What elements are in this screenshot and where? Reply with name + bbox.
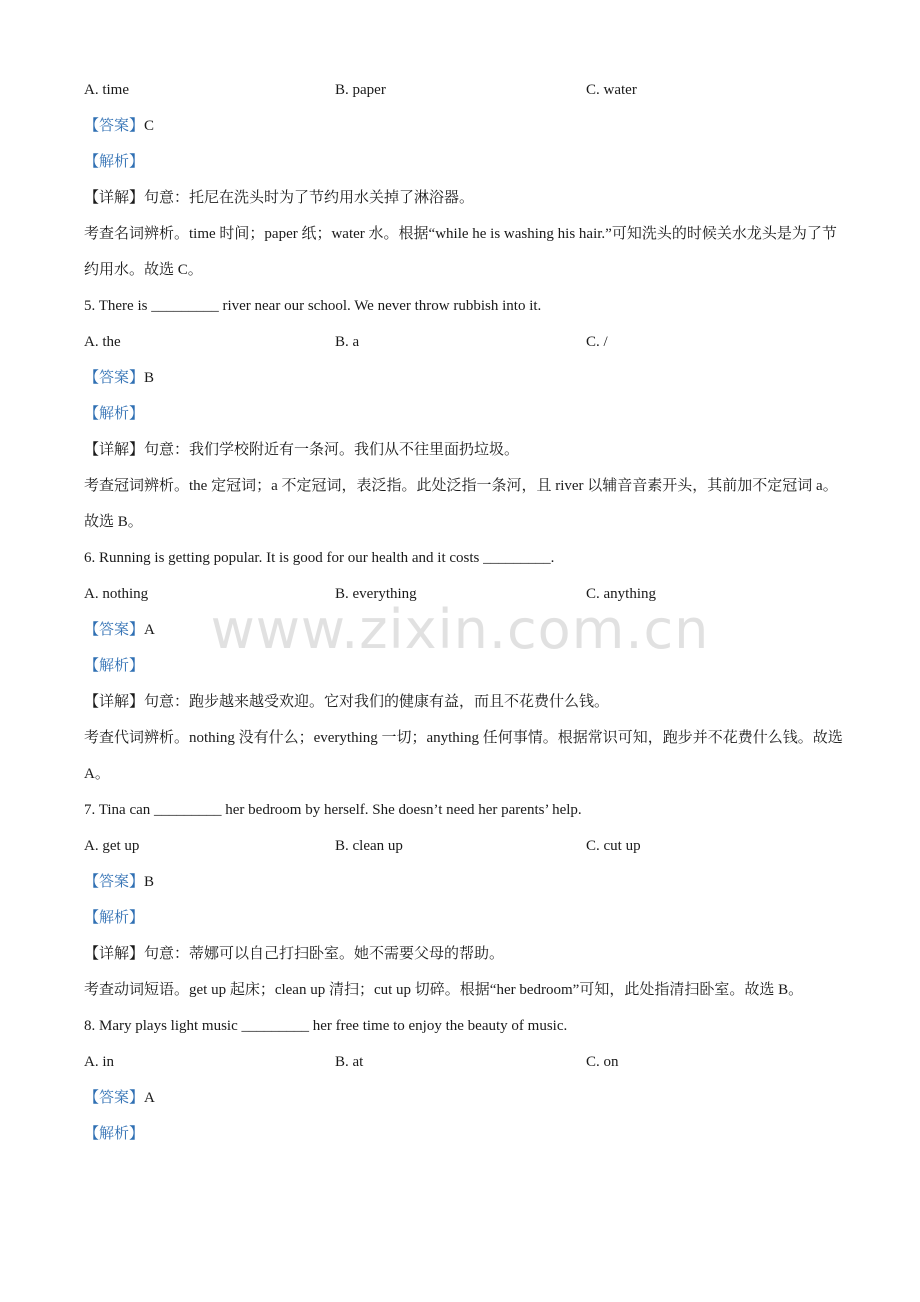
q4-answer-label: 【答案】 xyxy=(84,118,145,134)
q6-detail-line xyxy=(84,684,844,720)
q5-answer: B xyxy=(144,370,155,386)
q7-detail-label: 【详解】 xyxy=(84,946,145,962)
q8-option-a: A. in xyxy=(84,1054,114,1070)
q8-analysis-label: 【解析】 xyxy=(84,1126,145,1142)
q6-explanation: 考查代词辨析。nothing 没有什么；everything 一切；anything 任何事情。根据常识可知，跑步并不花费什么钱。故选 A。 xyxy=(84,730,843,782)
q8-option-b: B. at xyxy=(335,1054,364,1070)
q6-analysis-label: 【解析】 xyxy=(84,658,145,674)
q6-answer-line xyxy=(84,612,844,648)
q7-answer: B xyxy=(144,874,155,890)
q7-detail: 句意：蒂娜可以自己打扫卧室。她不需要父母的帮助。 xyxy=(144,946,505,962)
q6-options xyxy=(84,576,844,612)
q5-answer-line xyxy=(84,360,844,396)
q5-option-a: A. the xyxy=(84,334,121,350)
q5-question: 5. There is _________ river near our school. We never throw rubbish into it. xyxy=(84,298,542,314)
q6-option-c: C. anything xyxy=(586,586,656,602)
q6-answer-label: 【答案】 xyxy=(84,622,145,638)
q8-answer-line xyxy=(84,1080,844,1116)
q4-option-b: B. paper xyxy=(335,82,386,98)
q6-answer: A xyxy=(144,622,155,638)
q4-option-c: C. water xyxy=(586,82,637,98)
q8-options xyxy=(84,1044,844,1080)
document-page xyxy=(84,72,844,1152)
q6-question: 6. Running is getting popular. It is good for our health and it costs _________. xyxy=(84,550,555,566)
q7-analysis-line xyxy=(84,900,844,936)
q8-option-c: C. on xyxy=(586,1054,619,1070)
q5-option-b: B. a xyxy=(335,334,360,350)
q7-option-c: C. cut up xyxy=(586,838,641,854)
q4-answer-line xyxy=(84,108,844,144)
q6-detail: 句意：跑步越来越受欢迎。它对我们的健康有益，而且不花费什么钱。 xyxy=(144,694,610,710)
q4-analysis-line xyxy=(84,144,844,180)
q5-analysis-label: 【解析】 xyxy=(84,406,145,422)
q7-option-b: B. clean up xyxy=(335,838,403,854)
q4-answer: C xyxy=(144,118,155,134)
q7-question: 7. Tina can _________ her bedroom by herself. She doesn’t need her parents’ help. xyxy=(84,802,582,818)
q7-option-a: A. get up xyxy=(84,838,140,854)
q5-option-c: C. / xyxy=(586,334,608,350)
q5-detail: 句意：我们学校附近有一条河。我们从不往里面扔垃圾。 xyxy=(144,442,520,458)
q5-analysis-line xyxy=(84,396,844,432)
q5-detail-label: 【详解】 xyxy=(84,442,145,458)
q4-detail: 句意：托尼在洗头时为了节约用水关掉了淋浴器。 xyxy=(144,190,475,206)
q7-answer-label: 【答案】 xyxy=(84,874,145,890)
q7-answer-line xyxy=(84,864,844,900)
q4-explanation: 考查名词辨析。time 时间；paper 纸；water 水。根据“while he is washing his hair.”可知洗头的时候关水龙头是为了节约用水。故选 C。 xyxy=(84,226,837,278)
q5-explanation: 考查冠词辨析。the 定冠词；a 不定冠词，表泛指。此处泛指一条河，且 river 以辅音音素开头，其前加不定冠词 a。故选 B。 xyxy=(84,478,838,530)
q4-analysis-label: 【解析】 xyxy=(84,154,145,170)
q7-options xyxy=(84,828,844,864)
q7-detail-line xyxy=(84,936,844,972)
watermark: www.zixin.com.cn xyxy=(210,598,710,661)
q7-explanation: 考查动词短语。get up 起床；clean up 清扫；cut up 切碎。根据“her bedroom”可知，此处指清扫卧室。故选 B。 xyxy=(84,982,804,998)
q4-detail-line xyxy=(84,180,844,216)
q5-options xyxy=(84,324,844,360)
q7-analysis-label: 【解析】 xyxy=(84,910,145,926)
q4-detail-label: 【详解】 xyxy=(84,190,145,206)
q4-options xyxy=(84,72,844,108)
q8-question: 8. Mary plays light music _________ her free time to enjoy the beauty of music. xyxy=(84,1018,568,1034)
q4-option-a: A. time xyxy=(84,82,129,98)
q6-option-b: B. everything xyxy=(335,586,417,602)
q6-analysis-line xyxy=(84,648,844,684)
q5-answer-label: 【答案】 xyxy=(84,370,145,386)
q6-detail-label: 【详解】 xyxy=(84,694,145,710)
q8-answer: A xyxy=(144,1090,155,1106)
q8-answer-label: 【答案】 xyxy=(84,1090,145,1106)
q8-analysis-line xyxy=(84,1116,844,1152)
q6-option-a: A. nothing xyxy=(84,586,149,602)
q5-detail-line xyxy=(84,432,844,468)
